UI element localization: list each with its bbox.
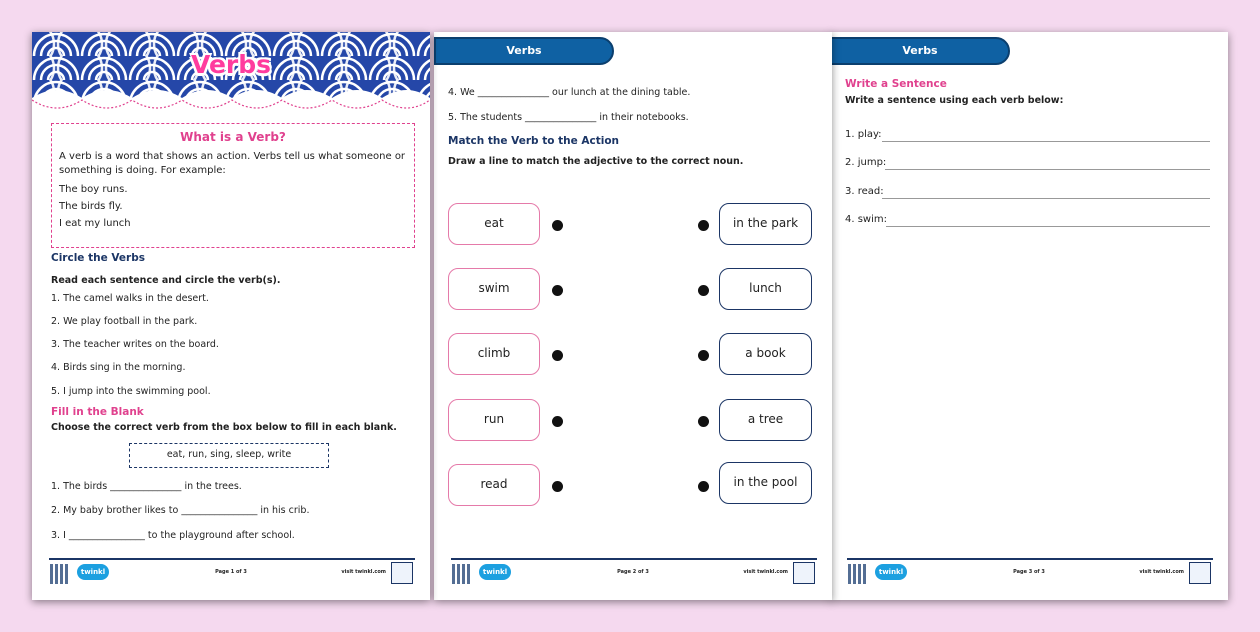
verb-card: swim	[448, 268, 540, 310]
example-line: The birds fly.	[59, 201, 123, 212]
match-dot	[552, 416, 563, 427]
write-line[interactable]	[882, 198, 1210, 199]
example-line: The boy runs.	[59, 184, 128, 195]
fill-blank-heading: Fill in the Blank	[51, 406, 144, 418]
blank-item: 3. I ________________ to the playground after school.	[51, 530, 295, 541]
blank-item: 5. The students _______________ in their notebooks.	[448, 112, 689, 123]
match-instruction: Draw a line to match the adjective to the correct noun.	[448, 156, 744, 167]
match-dot	[552, 285, 563, 296]
write-line[interactable]	[885, 169, 1210, 170]
noun-card: in the park	[719, 203, 812, 245]
write-line[interactable]	[886, 226, 1210, 227]
write-sentence-heading: Write a Sentence	[845, 78, 947, 90]
noun-card: in the pool	[719, 462, 812, 504]
twinkl-logo: twinkl	[77, 564, 109, 580]
word-bank-box: eat, run, sing, sleep, write	[129, 443, 329, 468]
page-number: Page 1 of 3	[215, 569, 247, 575]
page-number: Page 3 of 3	[1013, 569, 1045, 575]
section-tab: Verbs	[434, 37, 614, 65]
noun-card: lunch	[719, 268, 812, 310]
badge-icon	[793, 562, 815, 584]
match-dot	[552, 350, 563, 361]
verb-card: climb	[448, 333, 540, 375]
sentence-item: 5. I jump into the swimming pool.	[51, 386, 211, 397]
match-dot	[698, 481, 709, 492]
sentence-item: 2. We play football in the park.	[51, 316, 198, 327]
write-item-label: 2. jump:	[845, 157, 887, 168]
definition-text: A verb is a word that shows an action. Verbs tell us what someone or something is doing. For example:	[59, 151, 406, 176]
verb-card: eat	[448, 203, 540, 245]
page-number: Page 2 of 3	[617, 569, 649, 575]
match-heading: Match the Verb to the Action	[448, 135, 620, 147]
section-tab: Verbs	[830, 37, 1010, 65]
match-dot	[698, 220, 709, 231]
circle-verbs-instruction: Read each sentence and circle the verb(s).	[51, 275, 281, 286]
verb-card: run	[448, 399, 540, 441]
match-dot	[552, 481, 563, 492]
write-sentence-instruction: Write a sentence using each verb below:	[845, 95, 1064, 106]
example-line: I eat my lunch	[59, 218, 131, 229]
write-item-label: 3. read:	[845, 186, 884, 197]
circle-verbs-heading: Circle the Verbs	[51, 252, 145, 264]
worksheet-title: Verbs	[190, 50, 272, 79]
worksheet-page-2	[434, 32, 832, 600]
noun-card: a book	[719, 333, 812, 375]
definition-heading: What is a Verb?	[180, 130, 286, 144]
write-item-label: 1. play:	[845, 129, 882, 140]
match-dot	[698, 285, 709, 296]
twinkl-logo: twinkl	[875, 564, 907, 580]
badge-icon	[1189, 562, 1211, 584]
blank-item: 1. The birds _______________ in the trees.	[51, 481, 242, 492]
match-dot	[698, 350, 709, 361]
footer-rule	[451, 558, 817, 560]
verb-card: read	[448, 464, 540, 506]
match-dot	[552, 220, 563, 231]
footer-rule	[847, 558, 1213, 560]
sentence-item: 4. Birds sing in the morning.	[51, 362, 186, 373]
footer-rule	[49, 558, 415, 560]
match-dot	[698, 416, 709, 427]
visit-link[interactable]: visit twinkl.com	[1139, 569, 1184, 575]
blank-item: 4. We _______________ our lunch at the dining table.	[448, 87, 691, 98]
worksheet-page-1	[32, 32, 430, 600]
definition-box	[51, 123, 415, 248]
fill-blank-instruction: Choose the correct verb from the box below to fill in each blank.	[51, 422, 397, 433]
worksheet-page-3	[830, 32, 1228, 600]
twinkl-logo: twinkl	[479, 564, 511, 580]
blank-item: 2. My baby brother likes to ________________ in his crib.	[51, 505, 310, 516]
write-line[interactable]	[882, 141, 1210, 142]
visit-link[interactable]: visit twinkl.com	[341, 569, 386, 575]
noun-card: a tree	[719, 399, 812, 441]
badge-icon	[391, 562, 413, 584]
sentence-item: 3. The teacher writes on the board.	[51, 339, 219, 350]
sentence-item: 1. The camel walks in the desert.	[51, 293, 209, 304]
write-item-label: 4. swim:	[845, 214, 887, 225]
visit-link[interactable]: visit twinkl.com	[743, 569, 788, 575]
